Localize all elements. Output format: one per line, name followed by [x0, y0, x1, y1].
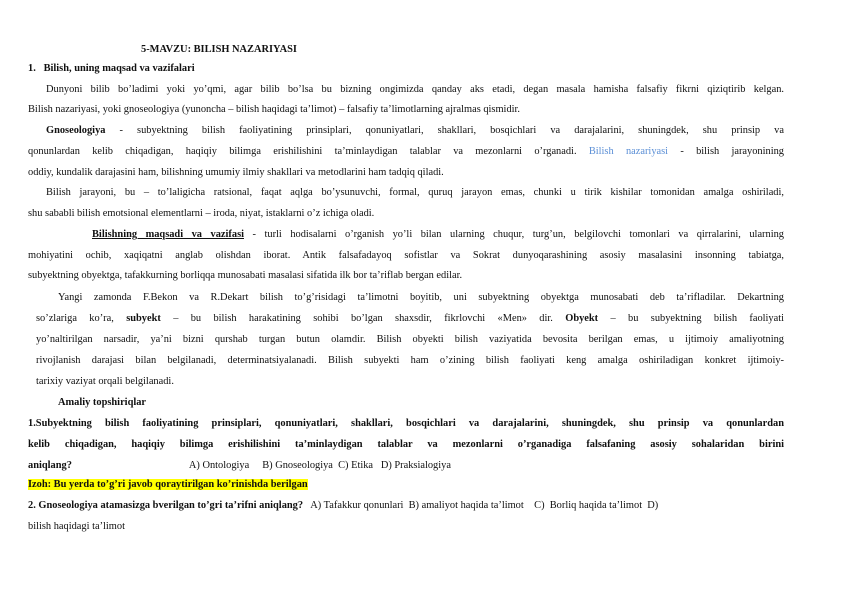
paragraph-3-line-2: shu sababli bilish emotsional elementlarni – iroda, niyat, istaklarni o’z ichiga oladi. — [28, 208, 375, 219]
question-1-line-3-text: aniqlang? — [28, 460, 72, 471]
question-1-options: A) Ontologiya B) Gnoseologiya C) Etika D) Praksialogiya — [188, 460, 451, 471]
paragraph-2-line-3: oddiy, kundalik darajasini ham, bilishning umumiy ilmiy shakllari va metodlarini ham tadqiq qiladi. — [28, 167, 444, 178]
term-bilish-maqsadi: Bilishning maqsadi va vazifasi — [92, 229, 244, 240]
paragraph-2-line-1 — [46, 124, 784, 138]
bilish-nazariyasi-link[interactable]: Bilish nazariyasi — [588, 146, 669, 157]
paragraph-5-line-4: rivojlanish darajasi bilan belgilanadi, determinatsiyalanadi. Bilish subyekti ham o’zining bilish faoliyati keng amalga oshiriladigan konkret ijtimoiy- — [36, 355, 784, 366]
question-1-line-1: 1.Subyektning bilish faoliyatining prinsiplari, qonuniyatlari, shakllari, bosqichlari va darajalarini, shuningdek, shu prinsip va qonunlardan — [28, 418, 784, 429]
note-highlight — [28, 478, 308, 492]
paragraph-2-line-2-post: - bilish jarayonining — [668, 146, 784, 157]
section-heading — [28, 62, 195, 76]
page-title: 5-MAVZU: BILISH NAZARIYASI — [141, 44, 297, 55]
paragraph-4-line-3: subyektning obyektga, tafakkurning borliqqa munosabati masalasi sifatida ilk bor ta’riflab bergan edilar. — [28, 270, 463, 281]
paragraph-5-line-2-a: so’zlariga ko’ra, — [36, 313, 127, 324]
question-2-line-2: bilish haqidagi ta’limot — [28, 521, 125, 532]
paragraph-1-line-2: Bilish nazariyasi, yoki gnoseologiya (yunoncha – bilish haqidagi ta’limot) – falsafiy ta’limotlarning ajralmas qismidir. — [28, 104, 521, 115]
paragraph-5-line-2-e: – bu subyektning bilish faoliyati — [598, 313, 784, 324]
term-subyekt: subyekt — [126, 313, 161, 324]
paragraph-4-line-1-rest: - turli hodisalarni o’rganish yo’li bilan ularning chuqur, turg’un, belgilovchi tomonlari va qirralarini, ularning — [244, 229, 784, 240]
paragraph-5-line-2-c: – bu bilish harakatining sohibi bo’lgan shaxsdir, fikrlovchi «Men» dir. — [160, 313, 566, 324]
question-1-line-3 — [28, 459, 451, 473]
paragraph-4-line-2: mohiyatini ochib, xaqiqatni anglab olishdan iborat. Antik falsafadayoq sofistlar va Sokrat dunyoqarashining asosiy masalasini insonning tabiatga, — [28, 250, 784, 261]
paragraph-5-line-2 — [36, 312, 784, 326]
practical-heading: Amaliy topshiriqlar — [58, 397, 147, 408]
paragraph-4-line-1 — [92, 228, 784, 242]
paragraph-2-line-1-rest: - subyektning bilish faoliyatining prinsiplari, qonuniyatlari, shakllari, bosqichlari va darajalarini, shuningdek, shu prinsip va — [105, 125, 784, 136]
paragraph-1-line-1: Dunyoni bilib bo’ladimi yoki yo’qmi, agar bilib bo’lsa bu bizning ongimizda qanday aks etadi, degan masala hamisha falsafiy fikrni qiziqtirib kelgan. — [46, 84, 784, 95]
paragraph-3-line-1: Bilish jarayoni, bu – to’laligicha ratsional, faqat aqlga bo’ysunuvchi, formal, quruq jarayon emas, chunki u tirik kishilar tomonidan amalga oshiriladi, — [46, 187, 784, 198]
question-1-line-2: kelib chiqadigan, haqiqiy bilimga erishilishini ta’minlaydigan talablar va mezonlarni o’rganadiga falsafaning asosiy sohalaridan birini — [28, 439, 784, 450]
section-number: 1. — [28, 63, 36, 74]
question-2-line-1 — [28, 499, 658, 513]
section-label: Bilish, uning maqsad va vazifalari — [43, 63, 195, 74]
paragraph-2-line-2 — [28, 145, 784, 159]
paragraph-5-line-1: Yangi zamonda F.Bekon va R.Dekart bilish to’g’risidagi ta’limotni boyitib, uni subyektning obyektga munosabati deb ta’rifladilar. Dekartning — [58, 292, 784, 303]
note-text: Izoh: Bu yerda to’g’ri javob qoraytirilgan ko’rinishda berilgan — [28, 479, 308, 490]
term-obyekt: Obyekt — [565, 313, 599, 324]
question-2-text: 2. Gnoseologiya atamasizga bverilgan to’gri ta’rifni aniqlang? — [28, 500, 304, 511]
term-gnoseologiya: Gnoseologiya — [46, 125, 106, 136]
paragraph-5-line-3: yo’naltirilgan narsadir, ya’ni bizni qurshab turgan butun olamdir. Bilish obyekti bilish vaziyatida bevosita berilgan emas, u ijtimoiy amaliyotning — [36, 334, 784, 345]
question-2-options: A) Tafakkur qonunlari B) amaliyot haqida ta’limot C) Borliq haqida ta’limot D) — [303, 500, 659, 511]
paragraph-5-line-5: tarixiy vaziyat orqali belgilanadi. — [36, 376, 174, 387]
paragraph-2-line-2-pre: qonunlardan kelib chiqadigan, haqiqiy bilimga erishilishini ta’minlaydigan talablar va mezonlarni o’rganadi. — [28, 146, 589, 157]
